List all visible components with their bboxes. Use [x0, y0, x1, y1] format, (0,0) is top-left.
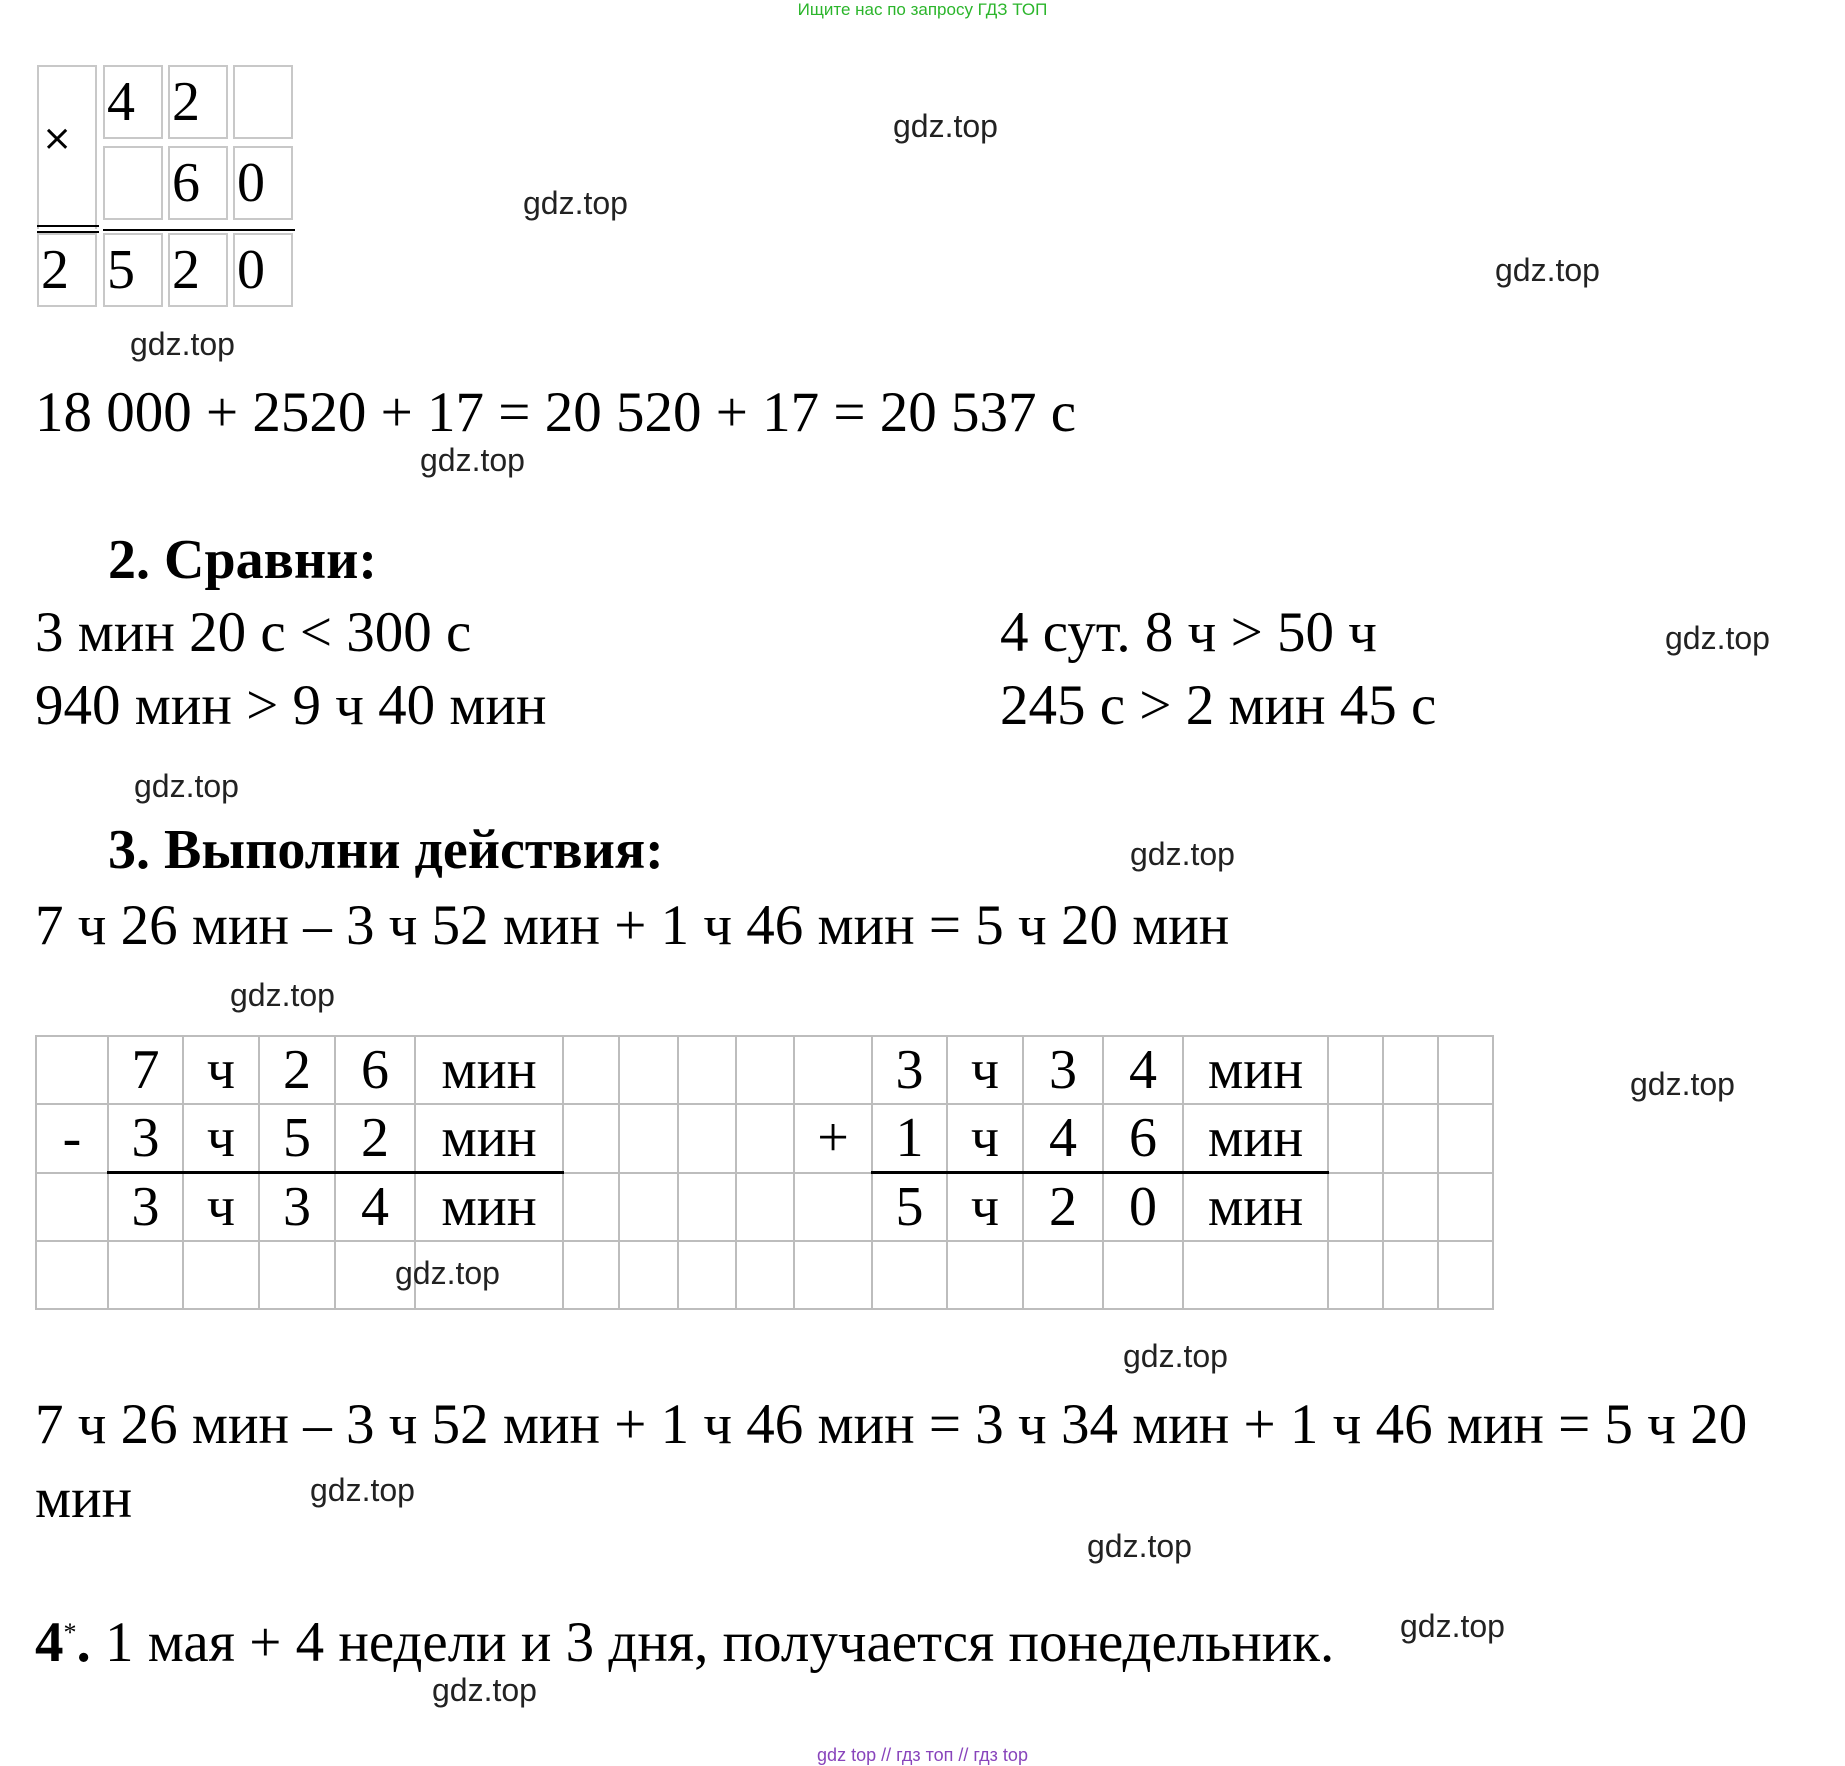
table-cell: 6 — [335, 1036, 415, 1104]
table-row — [36, 1173, 1493, 1242]
compare-right-1: 4 сут. 8 ч > 50 ч — [1000, 601, 1377, 664]
table-cell — [563, 1104, 619, 1173]
watermark: gdz.top — [1665, 620, 1770, 656]
watermark: gdz.top — [130, 326, 235, 362]
table-cell — [1183, 1241, 1328, 1309]
watermark: gdz.top — [1123, 1338, 1228, 1374]
watermark: gdz.top — [1495, 252, 1600, 288]
task2-title: 2. Сравни: — [108, 529, 378, 591]
result-line — [37, 225, 99, 227]
bottom-banner[interactable]: gdz top // гдз топ // гдз top — [817, 1745, 1028, 1765]
table-cell: мин — [1183, 1173, 1328, 1242]
table-cell — [1383, 1241, 1438, 1309]
table-row — [36, 1241, 1493, 1309]
table-row — [36, 1036, 1493, 1104]
table-cell — [563, 1173, 619, 1242]
table-cell — [872, 1241, 947, 1309]
table-cell — [619, 1104, 678, 1173]
table-cell — [1438, 1173, 1493, 1242]
table-cell: 6 — [1103, 1104, 1183, 1173]
table-cell — [794, 1241, 872, 1309]
watermark: gdz.top — [893, 108, 998, 144]
table-cell — [259, 1241, 335, 1309]
table-cell — [736, 1036, 794, 1104]
task4-text: 1 мая + 4 недели и 3 дня, получается понедельник. — [105, 1611, 1335, 1674]
watermark: gdz.top — [1400, 1608, 1505, 1644]
table-cell: 3 — [108, 1173, 183, 1242]
table-cell — [678, 1104, 736, 1173]
time-calc-table — [35, 1035, 1494, 1310]
table-cell: 0 — [1103, 1173, 1183, 1242]
table-cell — [1383, 1173, 1438, 1242]
table-cell — [1328, 1104, 1383, 1173]
table-cell — [36, 1173, 108, 1242]
equation-seconds: 18 000 + 2520 + 17 = 20 520 + 17 = 20 537 с — [35, 381, 1077, 444]
table-cell: - — [36, 1104, 108, 1173]
table-cell — [1438, 1241, 1493, 1309]
watermark: gdz.top — [310, 1472, 415, 1508]
table-cell — [1438, 1036, 1493, 1104]
table-cell: ч — [947, 1104, 1023, 1173]
table-cell — [619, 1173, 678, 1242]
table-cell: мин — [1183, 1036, 1328, 1104]
table-cell: 2 — [259, 1036, 335, 1104]
table-cell — [794, 1173, 872, 1242]
mult-cell: 2 — [168, 233, 228, 307]
table-cell: 4 — [1103, 1036, 1183, 1104]
table-cell: 3 — [108, 1104, 183, 1173]
table-row — [36, 1104, 1493, 1173]
table-cell — [678, 1036, 736, 1104]
table-cell — [1328, 1241, 1383, 1309]
table-cell: ч — [183, 1173, 259, 1242]
table-cell: ч — [183, 1036, 259, 1104]
table-cell: 4 — [1023, 1104, 1103, 1173]
result-line — [103, 229, 295, 231]
compare-left-2: 940 мин > 9 ч 40 мин — [35, 674, 547, 737]
table-cell: мин — [415, 1036, 563, 1104]
table-cell — [1383, 1036, 1438, 1104]
table-cell — [736, 1173, 794, 1242]
watermark: gdz.top — [432, 1672, 537, 1708]
mult-cell — [103, 146, 163, 220]
mult-cell: 5 — [103, 233, 163, 307]
mult-cell: 6 — [168, 146, 228, 220]
mult-cell: 0 — [233, 233, 293, 307]
table-cell: 2 — [335, 1104, 415, 1173]
task4-star: * — [63, 1618, 77, 1647]
table-cell: 2 — [1023, 1173, 1103, 1242]
table-cell: 5 — [259, 1104, 335, 1173]
table-cell — [183, 1241, 259, 1309]
watermark: gdz.top — [230, 977, 335, 1013]
task4-dot: . — [76, 1611, 91, 1674]
mult-cell — [233, 65, 293, 139]
watermark: gdz.top — [1087, 1528, 1192, 1564]
table-cell — [563, 1036, 619, 1104]
table-cell — [678, 1241, 736, 1309]
watermark: gdz.top — [1130, 836, 1235, 872]
table-cell — [1438, 1104, 1493, 1173]
table-cell — [1023, 1241, 1103, 1309]
table-cell: ч — [947, 1036, 1023, 1104]
table-cell — [619, 1036, 678, 1104]
table-cell — [678, 1173, 736, 1242]
watermark: gdz.top — [420, 442, 525, 478]
watermark: gdz.top — [395, 1255, 500, 1291]
table-cell — [1383, 1104, 1438, 1173]
mult-cell: 0 — [233, 146, 293, 220]
table-cell: 1 — [872, 1104, 947, 1173]
table-cell — [1328, 1036, 1383, 1104]
table-cell: ч — [183, 1104, 259, 1173]
table-cell: ч — [947, 1173, 1023, 1242]
table-cell — [36, 1036, 108, 1104]
top-banner[interactable]: Ищите нас по запросу ГДЗ ТОП — [797, 0, 1048, 19]
table-cell: мин — [415, 1104, 563, 1173]
table-cell: 3 — [259, 1173, 335, 1242]
compare-left-1: 3 мин 20 с < 300 с — [35, 601, 472, 664]
table-cell: 4 — [335, 1173, 415, 1242]
table-cell — [736, 1241, 794, 1309]
mult-cell: 2 — [168, 65, 228, 139]
compare-right-2: 245 с > 2 мин 45 с — [1000, 674, 1437, 737]
table-cell — [1328, 1173, 1383, 1242]
table-cell: мин — [415, 1173, 563, 1242]
table-cell — [619, 1241, 678, 1309]
table-cell: 5 — [872, 1173, 947, 1242]
mult-cell: 2 — [37, 233, 97, 307]
table-cell — [794, 1036, 872, 1104]
watermark: gdz.top — [1630, 1066, 1735, 1102]
table-cell — [1103, 1241, 1183, 1309]
table-cell: + — [794, 1104, 872, 1173]
task3-full-solution-end: мин — [35, 1467, 133, 1530]
multiply-sign: × — [42, 118, 73, 159]
table-cell — [736, 1104, 794, 1173]
task3-title: 3. Выполни действия: — [108, 819, 664, 881]
table-cell: 3 — [872, 1036, 947, 1104]
table-cell: 3 — [1023, 1036, 1103, 1104]
task3-equation: 7 ч 26 мин – 3 ч 52 мин + 1 ч 46 мин = 5 ч 20 мин — [35, 894, 1230, 957]
table-cell: 7 — [108, 1036, 183, 1104]
table-cell — [563, 1241, 619, 1309]
watermark: gdz.top — [134, 768, 239, 804]
table-cell: мин — [1183, 1104, 1328, 1173]
table-cell — [947, 1241, 1023, 1309]
task4-number: 4 — [35, 1611, 64, 1674]
mult-cell: 4 — [103, 65, 163, 139]
task4-answer — [35, 1610, 1334, 1675]
table-cell — [108, 1241, 183, 1309]
table-cell — [36, 1241, 108, 1309]
watermark: gdz.top — [523, 185, 628, 221]
task3-full-solution: 7 ч 26 мин – 3 ч 52 мин + 1 ч 46 мин = 3 ч 34 мин + 1 ч 46 мин = 5 ч 20 — [35, 1393, 1748, 1456]
